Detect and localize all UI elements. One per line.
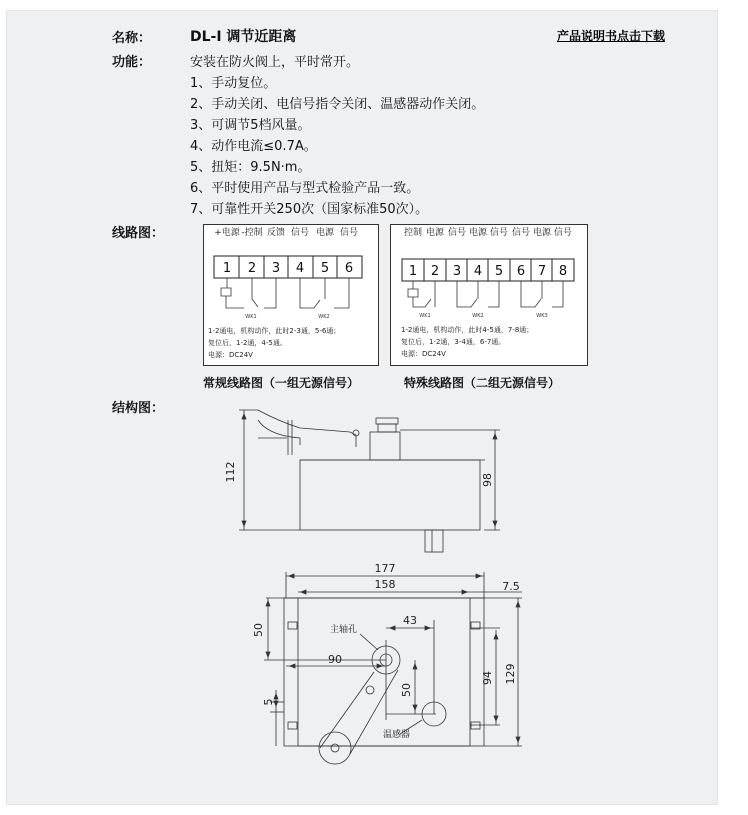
- terminal-number: 8: [558, 264, 568, 279]
- dim-label: 129: [504, 663, 517, 685]
- function-line: 6、平时使用产品与型式检验产品一致。: [190, 181, 420, 196]
- terminal-number: 1: [222, 261, 232, 276]
- product-name: DL-I 调节近距离: [190, 29, 297, 45]
- terminal-number: 5: [494, 264, 504, 279]
- switch-label: WK1: [245, 314, 257, 320]
- terminal-header: 反馈: [266, 228, 286, 238]
- function-line: 7、可靠性开关250次（国家标准50次）。: [190, 202, 429, 217]
- terminal-number: 6: [344, 261, 354, 276]
- main-shaft-label: 主轴孔: [330, 625, 358, 635]
- switch-label: WK2: [472, 313, 484, 319]
- terminal-number: 5: [320, 261, 330, 276]
- terminal-header: 电源: [468, 228, 488, 238]
- switch-label: WK2: [318, 314, 330, 320]
- dim-label: 98: [481, 473, 494, 487]
- terminal-header: 信号: [511, 228, 531, 238]
- terminal-number: 6: [516, 264, 526, 279]
- dim-label: 94: [481, 671, 494, 685]
- terminal-header: 信号: [339, 228, 359, 238]
- terminal-header: 控制: [403, 228, 423, 238]
- terminal-header: 信号: [489, 228, 509, 238]
- wiring-note: 1-2通电，机构动作，此时4-5通，7-8通；: [401, 326, 534, 334]
- terminal-number: 1: [408, 264, 418, 279]
- terminal-number: 4: [295, 261, 305, 276]
- dim-label: 7.5: [502, 580, 520, 593]
- terminal-header: 电源: [315, 228, 335, 238]
- terminal-number: 3: [271, 261, 281, 276]
- terminal-header: 电源: [425, 228, 445, 238]
- wiring-caption-standard: 常规线路图（一组无源信号）: [203, 376, 360, 390]
- terminal-header: 信号: [447, 228, 467, 238]
- dim-label: 5: [262, 698, 275, 706]
- terminal-number: 3: [452, 264, 462, 279]
- switch-label: WK1: [419, 313, 431, 319]
- function-label: 功能：: [112, 55, 152, 70]
- function-line: 5、扭矩：9.5N·m。: [190, 160, 311, 175]
- terminal-number: 2: [247, 261, 257, 276]
- wiring-note: 1-2通电，机构动作，此时2-3通，5-6通；: [208, 327, 341, 335]
- wiring-note: 复位后，1-2通，3-4通，6-7通。: [401, 338, 506, 346]
- wiring-label: 线路图：: [112, 226, 165, 241]
- switch-label: WK3: [536, 313, 548, 319]
- dim-label: 50: [252, 623, 265, 637]
- function-line: 3、可调节5档风量。: [190, 118, 311, 133]
- dim-label: 112: [224, 461, 237, 483]
- manual-download-link[interactable]: 产品说明书点击下载: [557, 29, 666, 43]
- function-line: 2、手动关闭、电信号指令关闭、温感器动作关闭。: [190, 97, 485, 112]
- terminal-header: -控制: [241, 228, 263, 238]
- terminal-number: 2: [430, 264, 440, 279]
- dim-label: 50: [400, 683, 413, 697]
- wiring-note: 复位后，1-2通，4-5通。: [208, 339, 287, 347]
- terminal-number: 4: [473, 264, 483, 279]
- function-line: 4、动作电流≤0.7A。: [190, 139, 317, 154]
- structure-label: 结构图：: [112, 401, 165, 416]
- terminal-header: 信号: [290, 228, 310, 238]
- wiring-note: 电源：DC24V: [208, 351, 253, 359]
- wiring-caption-special: 特殊线路图（二组无源信号）: [404, 376, 561, 390]
- function-line: 安装在防火阀上，平时常开。: [190, 55, 360, 70]
- terminal-header: 信号: [553, 228, 573, 238]
- name-label: 名称：: [112, 31, 152, 46]
- dim-label: 158: [374, 578, 396, 591]
- terminal-number: 7: [537, 264, 547, 279]
- terminal-header: +电源: [214, 228, 240, 238]
- dim-label: 177: [374, 562, 396, 575]
- terminal-header: 电源: [532, 228, 552, 238]
- wiring-note: 电源：DC24V: [401, 350, 446, 358]
- function-line: 1、手动复位。: [190, 76, 277, 91]
- dim-label: 43: [403, 614, 417, 627]
- dim-label: 90: [328, 653, 342, 666]
- temp-sensor-label: 温感器: [383, 730, 411, 740]
